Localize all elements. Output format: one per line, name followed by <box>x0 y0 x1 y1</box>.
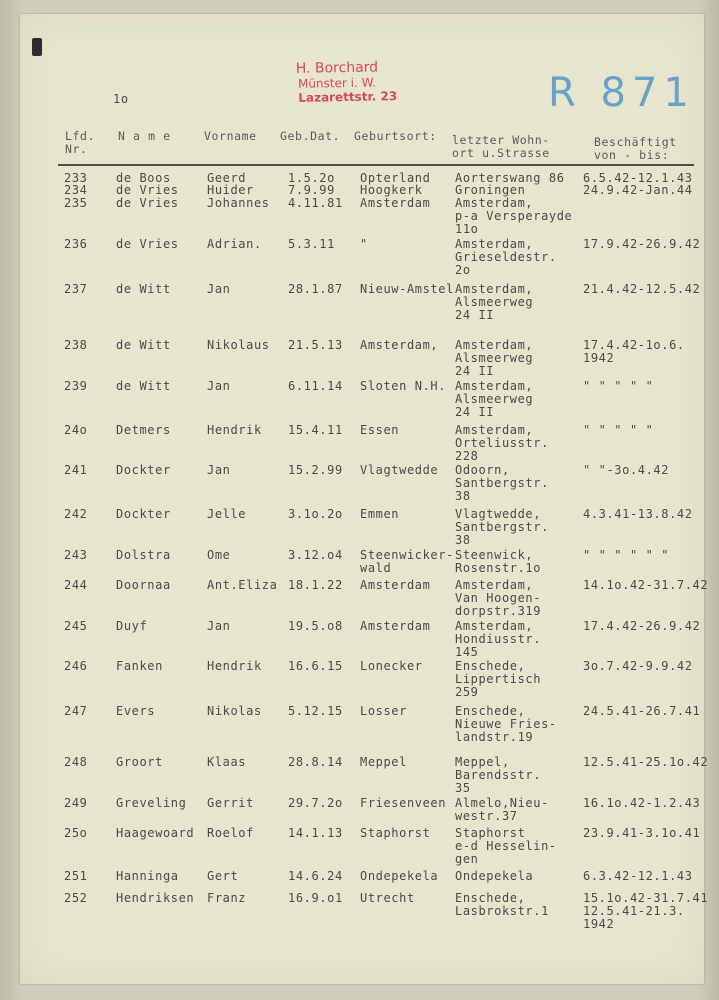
cell-wohnort: Enschede, Nieuwe Fries- landstr.19 <box>455 704 557 744</box>
col-header-beschaeftigt: Beschäftigt von - bis: <box>594 135 677 162</box>
cell-vorname: Jan <box>207 379 231 393</box>
cell-wohnort: Amsterdam, Alsmeerweg 24 II <box>455 338 534 378</box>
cell-vorname: Nikolas <box>207 704 262 718</box>
cell-geburtsort: Hoogkerk <box>360 183 423 197</box>
cell-geburtsort: Losser <box>360 704 407 718</box>
punch-hole-mark <box>32 38 42 56</box>
company-stamp <box>296 59 398 105</box>
cell-vorname: Jan <box>207 282 231 296</box>
cell-geburtsort: Staphorst <box>360 826 431 840</box>
col-header-lfd-nr: Lfd. Nr. <box>65 129 96 156</box>
stamp-city: Münster i. W. <box>297 75 377 91</box>
page-number: 1o <box>113 92 129 106</box>
cell-vorname: Gerrit <box>207 796 254 810</box>
cell-nr: 245 <box>64 619 88 633</box>
col-header-geb-dat: Geb.Dat. <box>280 129 341 143</box>
cell-vorname: Jan <box>207 463 231 477</box>
cell-wohnort: Amsterdam, Alsmeerweg 24 II <box>455 282 534 322</box>
cell-name: de Witt <box>116 282 171 296</box>
cell-geburtsort: Utrecht <box>360 891 415 905</box>
cell-nr: 251 <box>64 869 88 883</box>
cell-wohnort: Steenwick, Rosenstr.1o <box>455 548 542 575</box>
cell-name: Groort <box>116 755 163 769</box>
cell-wohnort: Meppel, Barendsstr. 35 <box>455 755 542 795</box>
cell-geb-dat: 15.2.99 <box>288 463 343 477</box>
cell-geburtsort: Friesenveen <box>360 796 447 810</box>
cell-geburtsort: Sloten N.H. <box>360 379 447 393</box>
cell-vorname: Adrian. <box>207 237 262 251</box>
cell-nr: 243 <box>64 548 88 562</box>
cell-nr: 25o <box>64 826 88 840</box>
cell-vorname: Nikolaus <box>207 338 270 352</box>
cell-geburtsort: Nieuw-Amstel <box>360 282 454 296</box>
col-header-name: N a m e <box>118 129 171 143</box>
cell-name: Dockter <box>116 507 171 521</box>
cell-geburtsort: Essen <box>360 423 400 437</box>
cell-name: de Witt <box>116 338 171 352</box>
cell-geb-dat: 7.9.99 <box>288 183 335 197</box>
cell-beschaeftigt: 14.1o.42-31.7.42 <box>583 578 709 592</box>
cell-vorname: Hendrik <box>207 659 262 673</box>
cell-vorname: Hendrik <box>207 423 262 437</box>
cell-beschaeftigt: " " " " " <box>583 379 654 393</box>
cell-vorname: Johannes <box>207 196 270 210</box>
cell-vorname: Ant.Eliza <box>207 578 278 592</box>
cell-geb-dat: 4.11.81 <box>288 196 343 210</box>
cell-geburtsort: Emmen <box>360 507 400 521</box>
cell-vorname: Gert <box>207 869 239 883</box>
cell-wohnort: Vlagtwedde, Santbergstr. 38 <box>455 507 549 547</box>
cell-wohnort: Odoorn, Santbergstr. 38 <box>455 463 549 503</box>
stamp-street: Lazarettstr. 23 <box>298 89 398 105</box>
cell-geb-dat: 3.1o.2o <box>288 507 343 521</box>
cell-geburtsort: Amsterdam <box>360 578 431 592</box>
cell-beschaeftigt: 17.4.42-26.9.42 <box>583 619 701 633</box>
cell-vorname: Roelof <box>207 826 254 840</box>
stamp-name: H. Borchard <box>295 59 379 77</box>
cell-nr: 246 <box>64 659 88 673</box>
cell-wohnort: Almelo,Nieu- westr.37 <box>455 796 549 823</box>
cell-vorname: Huider <box>207 183 254 197</box>
cell-beschaeftigt: 6.3.42-12.1.43 <box>583 869 693 883</box>
cell-name: Greveling <box>116 796 187 810</box>
cell-geb-dat: 14.6.24 <box>288 869 343 883</box>
cell-geb-dat: 16.6.15 <box>288 659 343 673</box>
cell-wohnort: Amsterdam, Van Hoogen- dorpstr.319 <box>455 578 542 618</box>
cell-nr: 241 <box>64 463 88 477</box>
cell-wohnort: Amsterdam, Hondiusstr. 145 <box>455 619 542 659</box>
archive-mark: R 871 <box>548 70 695 116</box>
cell-name: de Vries <box>116 237 179 251</box>
cell-beschaeftigt: 15.1o.42-31.7.41 12.5.41-21.3. 1942 <box>583 891 709 931</box>
cell-nr: 242 <box>64 507 88 521</box>
cell-geb-dat: 16.9.o1 <box>288 891 343 905</box>
cell-nr: 252 <box>64 891 88 905</box>
cell-beschaeftigt: " " " " " <box>583 423 654 437</box>
cell-geb-dat: 5.3.11 <box>288 237 335 251</box>
cell-wohnort: Amsterdam, p-a Versperayde 11o <box>455 196 573 236</box>
cell-geb-dat: 5.12.15 <box>288 704 343 718</box>
cell-beschaeftigt: 6.5.42-12.1.43 <box>583 171 693 185</box>
cell-geb-dat: 14.1.13 <box>288 826 343 840</box>
cell-vorname: Jan <box>207 619 231 633</box>
cell-beschaeftigt: 3o.7.42-9.9.42 <box>583 659 693 673</box>
cell-name: Evers <box>116 704 156 718</box>
cell-name: Dockter <box>116 463 171 477</box>
cell-wohnort: Enschede, Lasbrokstr.1 <box>455 891 549 918</box>
cell-nr: 233 <box>64 171 88 185</box>
cell-nr: 244 <box>64 578 88 592</box>
cell-nr: 24o <box>64 423 88 437</box>
cell-geb-dat: 18.1.22 <box>288 578 343 592</box>
cell-vorname: Klaas <box>207 755 247 769</box>
cell-beschaeftigt: 16.1o.42-1.2.43 <box>583 796 701 810</box>
cell-beschaeftigt: 12.5.41-25.1o.42 <box>583 755 709 769</box>
cell-beschaeftigt: " "-3o.4.42 <box>583 463 670 477</box>
cell-geburtsort: Opterland <box>360 171 431 185</box>
cell-geb-dat: 1.5.2o <box>288 171 335 185</box>
cell-geburtsort: " <box>360 237 368 251</box>
cell-wohnort: Amsterdam, Grieseldestr. 2o <box>455 237 557 277</box>
cell-nr: 237 <box>64 282 88 296</box>
cell-geb-dat: 19.5.o8 <box>288 619 343 633</box>
cell-wohnort: Enschede, Lippertisch 259 <box>455 659 542 699</box>
cell-nr: 248 <box>64 755 88 769</box>
cell-geb-dat: 6.11.14 <box>288 379 343 393</box>
cell-name: Detmers <box>116 423 171 437</box>
cell-name: Hendriksen <box>116 891 195 905</box>
cell-name: de Boos <box>116 171 171 185</box>
cell-geb-dat: 3.12.o4 <box>288 548 343 562</box>
cell-vorname: Franz <box>207 891 247 905</box>
cell-vorname: Geerd <box>207 171 247 185</box>
cell-nr: 247 <box>64 704 88 718</box>
cell-geburtsort: Ondepekela <box>360 869 439 883</box>
cell-wohnort: Groningen <box>455 183 526 197</box>
cell-name: de Witt <box>116 379 171 393</box>
cell-geb-dat: 28.1.87 <box>288 282 343 296</box>
cell-geb-dat: 28.8.14 <box>288 755 343 769</box>
cell-geburtsort: Amsterdam <box>360 619 431 633</box>
cell-name: Hanninga <box>116 869 179 883</box>
cell-beschaeftigt: 17.4.42-1o.6. 1942 <box>583 338 685 365</box>
col-header-wohnort: letzter Wohn- ort u.Strasse <box>452 133 550 160</box>
cell-geb-dat: 15.4.11 <box>288 423 343 437</box>
cell-nr: 249 <box>64 796 88 810</box>
cell-wohnort: Amsterdam, Orteliusstr. 228 <box>455 423 549 463</box>
cell-wohnort: Ondepekela <box>455 869 534 883</box>
cell-name: de Vries <box>116 183 179 197</box>
cell-beschaeftigt: 23.9.41-3.1o.41 <box>583 826 701 840</box>
cell-vorname: Jelle <box>207 507 247 521</box>
cell-geburtsort: Amsterdam <box>360 196 431 210</box>
col-header-vorname: Vorname <box>204 129 257 143</box>
cell-name: Haagewoard <box>116 826 195 840</box>
cell-beschaeftigt: " " " " " " <box>583 548 670 562</box>
cell-name: Dolstra <box>116 548 171 562</box>
cell-geb-dat: 29.7.2o <box>288 796 343 810</box>
cell-beschaeftigt: 17.9.42-26.9.42 <box>583 237 701 251</box>
cell-geburtsort: Amsterdam, <box>360 338 439 352</box>
cell-geburtsort: Lonecker <box>360 659 423 673</box>
cell-nr: 238 <box>64 338 88 352</box>
cell-beschaeftigt: 4.3.41-13.8.42 <box>583 507 693 521</box>
cell-wohnort: Amsterdam, Alsmeerweg 24 II <box>455 379 534 419</box>
cell-geburtsort: Vlagtwedde <box>360 463 439 477</box>
cell-wohnort: Staphorst e-d Hesselin- gen <box>455 826 557 866</box>
cell-beschaeftigt: 21.4.42-12.5.42 <box>583 282 701 296</box>
cell-name: de Vries <box>116 196 179 210</box>
header-rule <box>58 164 694 166</box>
cell-wohnort: Aorterswang 86 <box>455 171 565 185</box>
cell-geburtsort: Meppel <box>360 755 407 769</box>
cell-geburtsort: Steenwicker- wald <box>360 548 454 575</box>
cell-nr: 239 <box>64 379 88 393</box>
cell-nr: 236 <box>64 237 88 251</box>
cell-name: Fanken <box>116 659 163 673</box>
col-header-geburtsort: Geburtsort: <box>354 129 437 143</box>
cell-nr: 235 <box>64 196 88 210</box>
cell-name: Duyf <box>116 619 148 633</box>
cell-geb-dat: 21.5.13 <box>288 338 343 352</box>
cell-beschaeftigt: 24.5.41-26.7.41 <box>583 704 701 718</box>
cell-vorname: Ome <box>207 548 231 562</box>
cell-beschaeftigt: 24.9.42-Jan.44 <box>583 183 693 197</box>
cell-name: Doornaa <box>116 578 171 592</box>
cell-nr: 234 <box>64 183 88 197</box>
